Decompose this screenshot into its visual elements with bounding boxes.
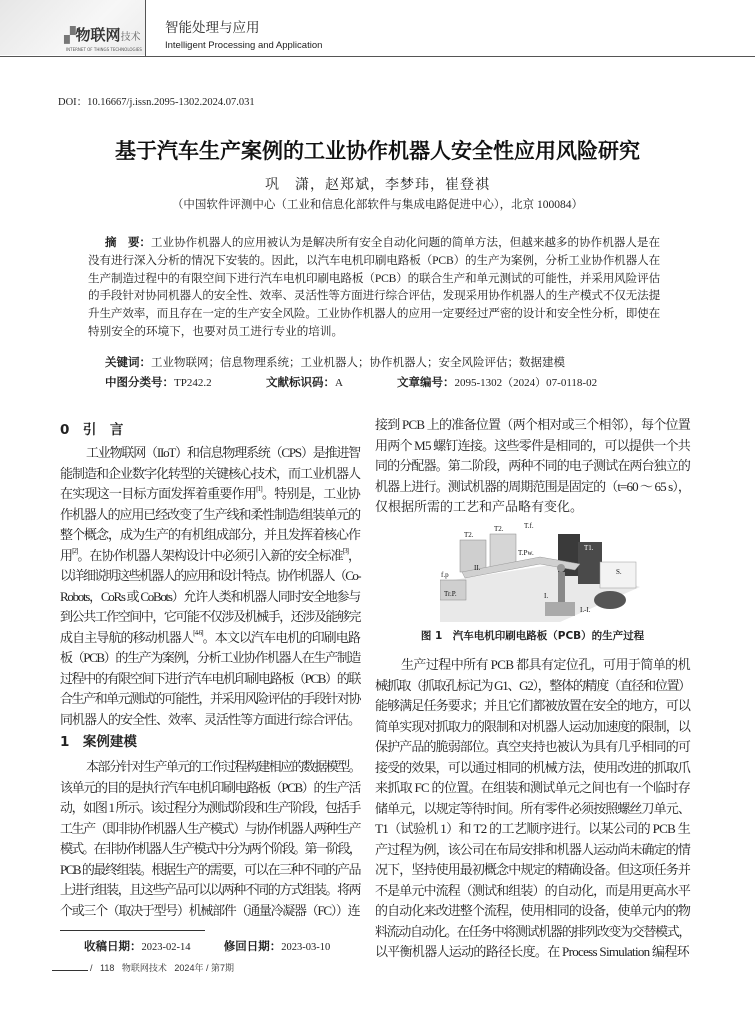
text-line: PCB 的最终组装。根据生产的需要，可以在三种不同的产品 — [60, 861, 360, 877]
received-date: 2023-02-14 — [141, 942, 191, 953]
text-line: 上进行组装，且这些产品可以以两种不同的方式组装。将两 — [60, 882, 360, 897]
figure-label: I. — [544, 592, 549, 600]
doi: DOI：10.16667/j.issn.2095-1302.2024.07.031 — [58, 97, 255, 108]
section-heading-case-modeling: 1 案例建模 — [60, 734, 137, 750]
document-code — [266, 374, 343, 390]
header-divider — [145, 0, 146, 56]
clc-value: TP242.2 — [174, 377, 212, 389]
citation-ref: [4-6] — [193, 628, 203, 637]
figure-label: T1. — [560, 527, 570, 535]
figure-label: f.p — [441, 571, 449, 579]
keywords — [105, 354, 565, 370]
text-line: 能够满足任务要求；并且它们都被放置在安全的地方，可以 — [375, 698, 690, 713]
figure-label: S. — [616, 568, 622, 576]
text-line: 接受的效果，可以通过相同的机械方法，使用改进的抓取爪 — [375, 759, 690, 775]
abstract-line — [88, 305, 660, 323]
logo-tech: 技术 — [120, 32, 141, 43]
text-line: 以平衡机器人运动的路径长度。在 Process Simulation 编程环 — [375, 944, 689, 959]
figure-label: T1. — [584, 544, 594, 552]
text-line: 的自动化来改进整个流程，使用相同的设备，使单元内的物 — [375, 903, 690, 918]
section-heading-introduction: 0 引 言 — [60, 422, 124, 438]
abstract-text: 生产制造过程中的有限空间下进行汽车电机印刷电路板（PCB）的联合生产和单元测试的可能性，并采用风险评估 — [88, 271, 660, 285]
abstract-line — [88, 323, 660, 341]
citation-ref: [3] — [342, 546, 348, 555]
text-line: 以详细说明这些机器人的应用和设计特点。协作机器人（Co- — [60, 568, 360, 583]
figure-1-production-process — [440, 522, 640, 622]
abstract-label: 摘 要： — [105, 235, 151, 249]
text-line: 该单元的目的是执行汽车电机印刷电路板（PCB）的生产活 — [60, 779, 360, 795]
text-line: 用两个 M5 螺钉连接。这些零件是相同的，可以提供一个共 — [375, 437, 690, 453]
journal-name: 物联网技术 — [121, 963, 167, 973]
text-line: 作机器人的应用已经改变了生产线和柔性制造/组装单元的 — [60, 506, 361, 522]
affiliation: （中国软件评测中心（工业和信息化部软件与集成电路促进中心），北京 100084） — [171, 199, 584, 211]
footer-rule — [52, 970, 88, 971]
logo-mark-icon: ▞ — [64, 26, 76, 44]
text-line: 机器上进行。测试机器的周期范围是固定的（t=60 ～ 65 s）， — [375, 478, 690, 494]
text-line: 同机器人的安全性、效率、灵活性等方面进行综合评估。 — [60, 711, 361, 727]
abstract — [88, 234, 660, 341]
figure-label: T.f. — [524, 522, 534, 530]
abstract-line — [88, 270, 660, 288]
figure-label: T2. — [464, 531, 474, 539]
text-line: 用[2]。在协作机器人架构设计中必须引入新的安全标准[3]， — [60, 546, 360, 563]
clc-number — [105, 374, 212, 390]
abstract-line — [88, 234, 660, 252]
text-line: 本部分针对生产单元的工作过程构建相应的数据模型。 — [86, 759, 360, 774]
abstract-text: 升生产效率，而且存在一定的生产安全风险。工业协作机器人的应用一定要经过严密的设计和安全性分析，即使在 — [88, 307, 660, 321]
text-line: 械抓取（抓取孔标记为 G1、G2），整体的精度（直径和位置） — [375, 677, 690, 693]
text-line: 模式。在非协作机器人生产模式中分为两个阶段。第一阶段， — [60, 841, 360, 856]
text-line: 保护产品的脆弱部位。真空夹持也被认为具有几乎相同的可 — [375, 739, 690, 754]
abstract-line — [88, 287, 660, 305]
text-line: 能制造和企业数字化转型的关键核心技术，而工业机器人 — [60, 465, 361, 481]
authors: 巩 潇，赵郑斌，李梦玮，崔登祺 — [265, 178, 490, 193]
text-line: 来抓取 FC 的位置。在组装和测试单元之间也有一个临时存 — [375, 780, 690, 795]
article-number — [397, 374, 597, 390]
text-line: 产过程为例，该公司在布局安排和机器人运动尚未确定的情 — [375, 841, 690, 857]
page-number: 118 — [100, 963, 115, 973]
text-line: 个或三个（取决于型号）机械部件（通量冷凝器（FC））连 — [60, 902, 360, 918]
figure-label: Tr.P. — [444, 590, 457, 598]
manuscript-dates — [84, 939, 330, 955]
text-line: 仅根据所需的工艺和产品略有变化。 — [375, 499, 584, 514]
figure-label: T2. — [494, 525, 504, 533]
art-label: 文章编号： — [397, 375, 455, 389]
text-line: 简单实现对抓取力的限制和对机器人运动加速度的限制，以 — [375, 718, 690, 734]
text-line: T1（试验机 1）和 T2 的工艺顺序进行。以某公司的 PCB 生 — [375, 821, 690, 836]
case-modeling-body — [60, 757, 360, 921]
text-line: 板（PCB）的生产为案例，分析工业协作机器人在生产制造 — [60, 650, 360, 665]
abstract-text: 特别安全的环境下，也要对员工进行专业的培训。 — [88, 324, 344, 338]
text-line: 生产过程中所有 PCB 都具有定位孔，可用于简单的机 — [401, 657, 690, 672]
clc-label: 中图分类号： — [105, 375, 174, 389]
journal-logo — [64, 26, 141, 44]
citation-ref: [1] — [256, 485, 262, 493]
text-line: 整个概念，成为生产的有机组成部分，并且发挥着核心作 — [60, 527, 361, 542]
text-line: 不是单元中流程（测试和组装）的自动化，而是用更高水平 — [375, 882, 690, 898]
right-column-top-body — [375, 415, 690, 518]
citation-ref: [2] — [72, 546, 78, 555]
figure-label: I.-I. — [580, 606, 591, 614]
abstract-line — [88, 252, 660, 270]
text-line: 工业物联网（IIoT）和信息物理系统（CPS）是推进智 — [86, 445, 360, 460]
text-line: 料流动自动化。在任务中将测试机器的排列改变为交替模式， — [375, 923, 690, 939]
section-name-en: Intelligent Processing and Application — [165, 40, 323, 51]
logo-text: 物联网 — [75, 26, 121, 44]
right-column-bottom-body — [375, 655, 690, 963]
doc-label: 文献标识码： — [266, 375, 335, 389]
page-footer: / 118 物联网技术 2024年 / 第7期 — [52, 962, 234, 974]
figure-1-caption: 图 1 汽车电机印刷电路板（PCB）的生产过程 — [420, 630, 645, 642]
issue: 2024年 / 第7期 — [174, 963, 234, 973]
introduction-body — [60, 443, 360, 730]
production-cell-illustration — [440, 522, 640, 622]
text-line: 况下，坚持使用最初概念中规定的精确设备。但这项任务并 — [375, 862, 690, 877]
text-line: 同的分配器。第二阶段，两种不同的电子测试在两台独立的 — [375, 458, 690, 473]
text-line: 接到 PCB 上的准备位置（两个相对或三个相邻），每个位置 — [375, 417, 690, 432]
received-label: 收稿日期： — [84, 939, 142, 953]
figure-label: T.Pw. — [518, 549, 534, 557]
paper-title: 基于汽车生产案例的工业协作机器人安全性应用风险研究 — [115, 139, 640, 163]
footnote-rule — [60, 930, 205, 931]
abstract-text: 的手段针对协同机器人的安全性、效率、灵活性等方面进行综合评估，发现采用协作机器人的生产模式不仅无法提 — [88, 289, 660, 303]
section-name-cn: 智能处理与应用 — [165, 20, 260, 36]
keywords-value: 工业物联网；信息物理系统；工业机器人；协作机器人；安全风险评估；数据建模 — [151, 357, 565, 369]
text-line: 合生产和单元测试的可能性，并采用风险评估的手段针对协 — [60, 691, 360, 706]
keywords-label: 关键词： — [105, 355, 151, 369]
text-line: 到公共工作空间中，它可能不仅涉及机械手，还涉及能够完 — [60, 609, 360, 624]
figure-label: II. — [474, 564, 481, 572]
text-line: 过程中的有限空间下进行汽车电机印刷电路板（PCB）的联 — [60, 670, 360, 686]
text-line: 在实现这一目标方面发挥着重要作用[1]。特别是，工业协 — [60, 485, 360, 501]
text-line: Robots，CoRs 或 CoBots）允许人类和机器人同时安全地参与 — [60, 588, 360, 604]
doc-value: A — [335, 377, 343, 389]
text-line: 成自主导航的移动机器人[4-6]。本文以汽车电机的印刷电路 — [60, 628, 360, 645]
header-rule — [0, 56, 755, 57]
logo-subtitle: INTERNET OF THINGS TECHNOLOGIES — [66, 47, 142, 52]
text-line: 储单元，以规定等待时间。所有零件必须按照螺丝刀单元、 — [375, 800, 690, 816]
revised-label: 修回日期： — [223, 939, 282, 953]
text-line: 工生产（即非协作机器人生产模式）与协作机器人两种生产 — [60, 820, 360, 836]
revised-date: 2023-03-10 — [281, 942, 331, 953]
text-line: 动，如图 1 所示。该过程分为测试阶段和生产阶段，包括手 — [60, 800, 360, 815]
art-value: 2095-1302（2024）07-0118-02 — [454, 377, 598, 389]
abstract-text: 工业协作机器人的应用被认为是解决所有安全自动化问题的简单方法，但越来越多的协作机器人是在 — [150, 236, 660, 249]
abstract-text: 没有进行深入分析的情况下安装的。因此，以汽车电机印刷电路板（PCB）的生产为案例，分析工业协作机器人在 — [88, 253, 660, 267]
